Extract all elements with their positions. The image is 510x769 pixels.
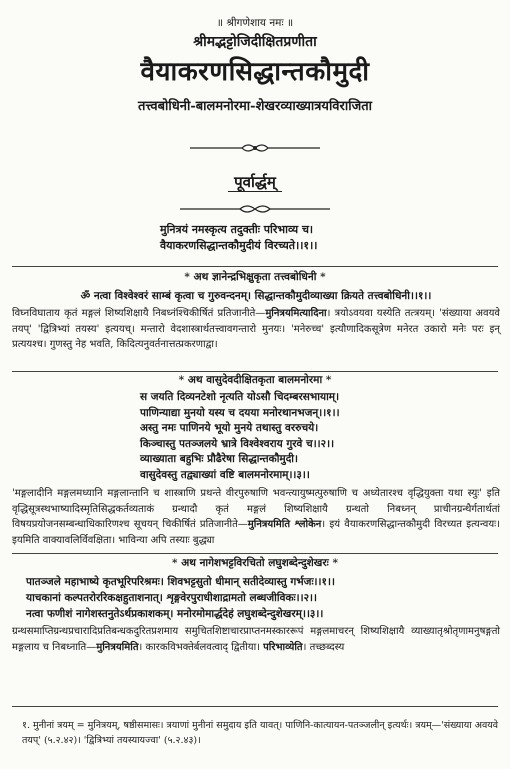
balamanorama-verses xyxy=(140,390,460,484)
shekhara-heading: * अथ नागेशभट्टविरचितो लघुशब्देन्दुशेखरः * xyxy=(172,557,338,569)
shekhara-verses xyxy=(26,574,486,622)
footnote-rule xyxy=(12,706,498,707)
shekhara-commentary: ग्रन्थसमाप्तिग्रन्थप्रचारादिप्रतिबन्धकदुरितप्रशमाय समुचितशिष्टाचारप्राप्तनमस्काररूपं मङ्गलमाचरन् शिष्यशिक्षायै व्याख्यातृश्रोतृणामनुषङ्गतो मङ्गलाय च निबध्नाति—मुनित्रयमिति। कारकविभक्तेर्बलवत्वाद् द्वितीया। परिभाव्येति। तच्छब्दस्य xyxy=(12,626,500,653)
opening-verse-line2: वैयाकरणसिद्धान्तकौमुदीयं विरच्यते।।१।। xyxy=(160,239,318,252)
ornament-divider-bottom xyxy=(0,203,510,215)
balamanorama-heading: * अथ वासुदेवदीक्षितकृता बालमनोरमा * xyxy=(178,374,332,386)
verse-line: वासुदेवस्तु तद्व्याख्यां वष्टि बालमनोरमाम्।।३।। xyxy=(140,468,310,481)
verse-line: अस्तु नमः पाणिनये भूयो मुनये तथास्तु वररुचये। xyxy=(140,422,319,435)
verse-line: किञ्चास्तु पतञ्जलये भ्रात्रे विश्वेश्वराय गुरवे च।।२।। xyxy=(140,437,335,450)
book-subtitle: तत्त्वबोधिनी-बालमनोरमा-शेखरव्याख्यात्रयविराजिता xyxy=(137,99,373,114)
verse-line: पाणिन्याद्या मुनयो यस्य च दयया मनोरथानभजन्।।१।। xyxy=(140,406,340,419)
author-line: श्रीमद्भट्टोजिदीक्षितप्रणीता xyxy=(193,34,317,50)
book-title: वैयाकरणसिद्धान्तकौमुदी xyxy=(140,57,370,87)
verse-line: व्याख्याता बहुभिः प्रौढैरेषा सिद्धान्तकौमुदी। xyxy=(140,453,298,466)
footnote: १. मुनीनां त्रयम् = मुनित्रयम्, षष्ठीसमासः। त्रयाणां मुनीनां समुदाय इति यावत्। पाणिनि-कात्यायन-पतञ्जलीन् इत्यर्थः। त्रयम्—'संख्याया अवयवे तयप्' (५.२.४२)। 'द्वित्रिभ्यां तयस्यायज्वा' (५.२.४३)। xyxy=(22,720,499,746)
verse-line: पातञ्जले महाभाष्ये कृतभूरिपरिश्रमः। शिवभट्टसुतो धीमान् सतीदेव्यास्तु गर्भजः।।१।। xyxy=(26,576,335,588)
divider-rule xyxy=(12,553,498,554)
opening-verse-line1: मुनित्रयं नमस्कृत्य तदुक्तीः परिभाव्य च। xyxy=(160,223,314,236)
verse-line: नत्वा फणीशं नागेशस्तनुतेऽर्थप्रकाशकम्। मनोरमोमार्द्धदेहं लघुशब्देन्दुशेखरम्।।३।। xyxy=(26,608,324,620)
balamanorama-commentary: 'मङ्गलादीनि मङ्गलमध्यानि मङ्गलान्तानि च शास्त्राणि प्रथन्ते वीरपुरुषाणि भवन्त्यायुष्मत्पुरुषाणि च अध्येतारश्च वृद्धियुक्ता यथा स्युः' इति वृद्धिसूत्रस्थभाष्यादिस्मृतिसिद्धकर्तव्यताकं ग्रन्थादौ कृतं मङ्गलं शिष्यशिक्षायै ग्रन्थतो निबध्नन् प्राचीनग्रन्थैर्गतार्थतां विषयप्रयोजनसम्बन्धाधिकारिणश्च सूचयन् चिकीर्षितं प्रतिजानीते—मुनित्रयमिति श्लोकेन। इयं वैयाकरणसिद्धान्तकौमुदी विरच्यत इत्यन्वयः। इयमिति वाक्यावलिर्विवक्षिता। भाविन्या अपि तस्याः बुद्ध्या xyxy=(12,488,500,546)
divider-rule xyxy=(12,371,498,372)
ornament-divider-top xyxy=(0,142,510,154)
tattvabodhini-verse: ॐ नत्वा विश्वेश्वरं साम्बं कृत्वा च गुरुवन्दनम्। सिद्धान्तकौमुदीव्याख्या क्रियते तत्त्वबोधिनी।।१।। xyxy=(80,290,432,302)
tattvabodhini-heading: * अथ ज्ञानेन्द्रभिक्षुकृता तत्त्वबोधिनी * xyxy=(184,271,326,283)
opening-verse xyxy=(160,222,420,254)
tattvabodhini-commentary: विघ्नविघाताय कृतं मङ्गलं शिष्यशिक्षायै निबध्नंश्चिकीर्षितं प्रतिजानीते—मुनित्रयमित्यादिना। त्रयोऽवयवा यस्येति तत्त्रयम्। 'संख्याया अवयवे तयप्' 'द्वित्रिभ्यां तयस्य' इत्ययच्। मन्तारो वेदशास्त्रार्थतत्त्वावगन्तारो मुनयः। 'मनेरुच्च' इत्यौणादिकसूत्रेण मनेरत उकारो मनेः परः इन् प्रत्ययश्च। गुणस्तु नेह भवति, किदित्यनुवर्तनात्तत्प्रकरणाद्वा। xyxy=(12,308,500,350)
verse-line: स जयति दिव्यनटेशो नृत्यति योऽसौ चिदम्बरसभायाम्। xyxy=(140,391,340,403)
invocation: ॥ श्रीगणेशाय नमः ॥ xyxy=(216,17,294,29)
section-title: पूर्वार्द्धम् xyxy=(0,172,510,192)
verse-line: याचकानां कल्पतरोररिकक्षहुताशनात्। शृङ्गवेरपुराधीशाद्रामतो लब्धजीविकः।।२।। xyxy=(26,592,318,604)
divider-rule xyxy=(12,266,498,267)
